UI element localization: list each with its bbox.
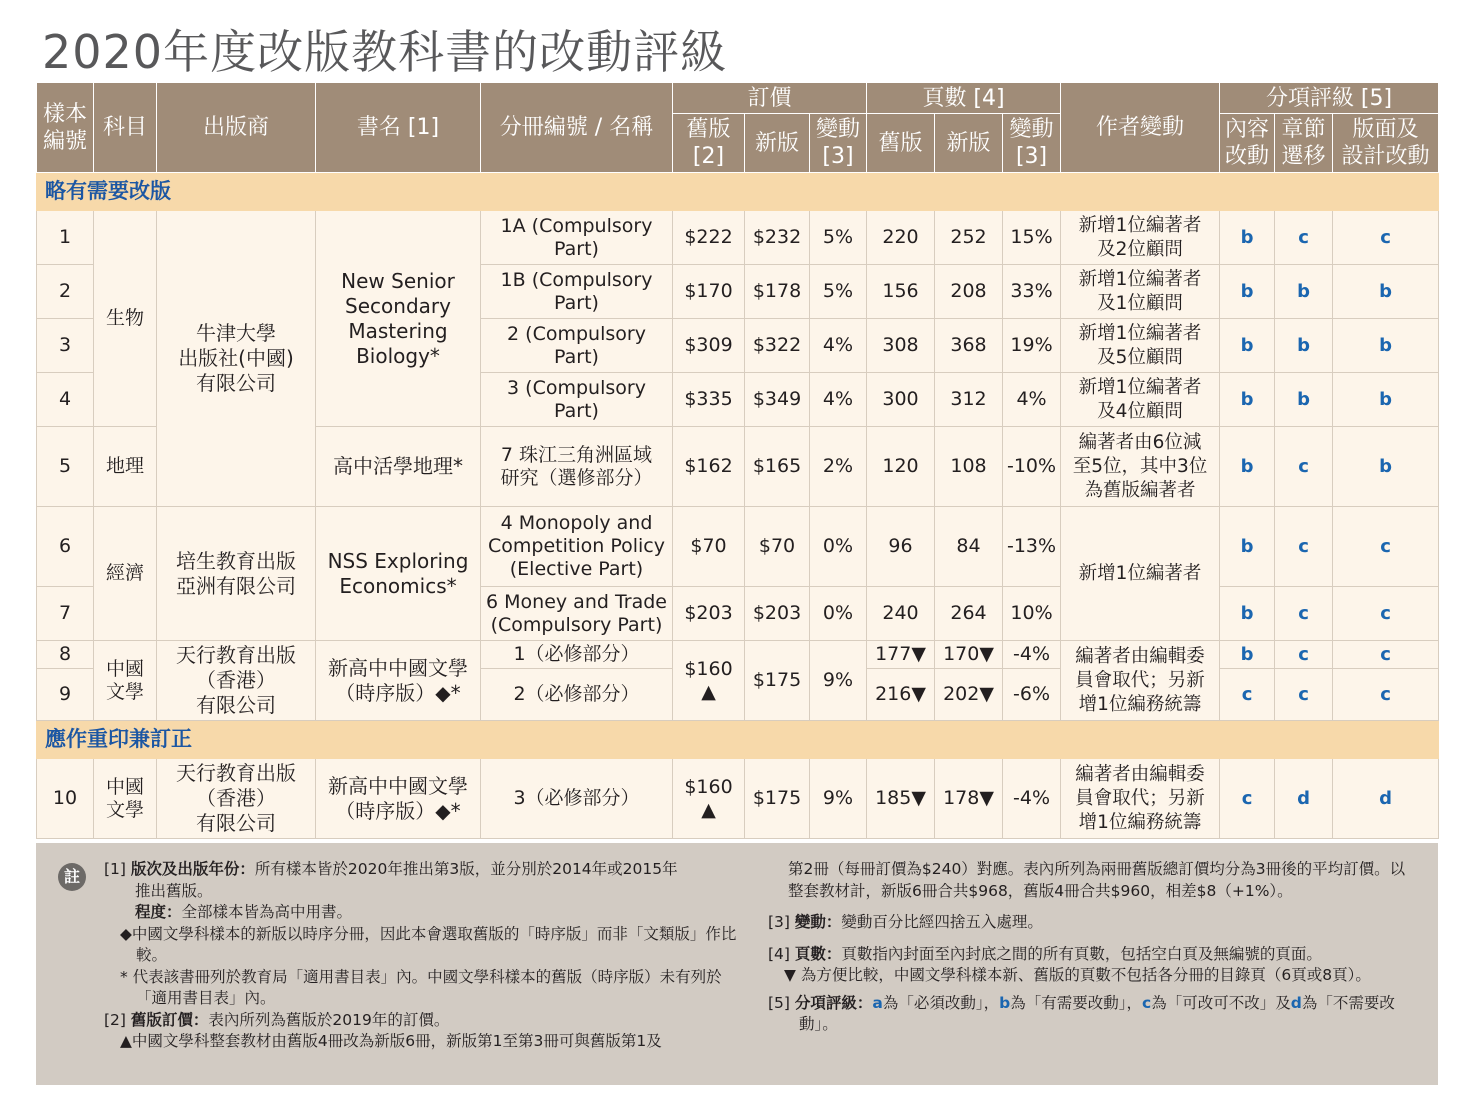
note-text: 頁數指內封面至內封底之間的所有頁數，包括空白頁及無編號的頁面。 [841, 944, 1322, 963]
pages-old: 216▼ [867, 669, 935, 721]
sample-no: 7 [37, 587, 94, 641]
header-grade-chapter: 章節 遷移 [1275, 114, 1333, 173]
pages-change: 4% [1003, 373, 1061, 427]
pages-new: 368 [935, 319, 1003, 373]
grade-content: b [1220, 641, 1275, 669]
volume-cell: 1B (Compulsory Part) [481, 265, 673, 319]
note-2 [104, 1010, 749, 1032]
price-change: 4% [810, 373, 867, 427]
note-text: 變動百分比經四捨五入處理。 [841, 913, 1043, 931]
grade-layout: c [1333, 641, 1439, 669]
price-old: $203 [673, 587, 745, 641]
note-1-diamond: ◆中國文學科樣本的新版以時序分冊，因此本會選取舊版的「時序版」而非「文類版」作比較。 [120, 924, 737, 964]
note-3 [768, 912, 1408, 934]
price-new: $165 [745, 427, 810, 507]
grade-chapter: c [1275, 427, 1333, 507]
price-change: 9% [810, 641, 867, 721]
grade-layout: b [1333, 319, 1439, 373]
table-row [37, 641, 1439, 669]
volume-cell: 2 (Compulsory Part) [481, 319, 673, 373]
price-change: 9% [810, 759, 867, 839]
note-text: 全部樣本皆為高中用書。 [181, 903, 353, 921]
book-cell: NSS Exploring Economics* [316, 507, 481, 641]
note-label: [5] [768, 993, 795, 1012]
note-title: 程度： [135, 903, 182, 921]
subject-cell: 地理 [94, 427, 157, 507]
book-cell: 新高中中國文學 （時序版）◆* [316, 641, 481, 721]
sample-no: 10 [37, 759, 94, 839]
price-change: 5% [810, 211, 867, 265]
grade-chapter: c [1275, 211, 1333, 265]
pages-new: 170▼ [935, 641, 1003, 669]
table-row [37, 507, 1439, 587]
header-author: 作者變動 [1061, 83, 1220, 173]
pages-new: 178▼ [935, 759, 1003, 839]
grade-a-label: a [872, 993, 883, 1012]
pages-new: 108 [935, 427, 1003, 507]
author-change: 編著者由6位減 至5位，其中3位 為舊版編著者 [1061, 427, 1220, 507]
notes-column-right [768, 859, 1408, 1036]
publisher-cell: 天行教育出版 （香港） 有限公司 [157, 759, 316, 839]
grade-chapter: c [1275, 669, 1333, 721]
price-change: 0% [810, 587, 867, 641]
volume-cell: 6 Money and Trade (Compulsory Part) [481, 587, 673, 641]
publisher-cell: 天行教育出版 （香港） 有限公司 [157, 641, 316, 721]
page-title: 2020年度改版教科書的改動評級 [42, 25, 728, 79]
grade-content: b [1220, 587, 1275, 641]
grade-layout: d [1333, 759, 1439, 839]
book-cell: New Senior Secondary Mastering Biology* [316, 211, 481, 427]
grade-layout: c [1333, 211, 1439, 265]
note-label: [2] [104, 1010, 131, 1029]
subject-cell: 中國 文學 [94, 759, 157, 839]
pages-change: 10% [1003, 587, 1061, 641]
note-text: 表內所列為舊版於2019年的訂價。 [208, 1010, 450, 1029]
pages-change: -6% [1003, 669, 1061, 721]
note-5 [768, 993, 1408, 1036]
pages-change: 15% [1003, 211, 1061, 265]
notes-badge: 註 [58, 863, 86, 891]
header-price: 訂價 [673, 83, 867, 114]
author-change: 新增1位編著者 [1061, 507, 1220, 641]
price-new: $175 [745, 759, 810, 839]
grade-chapter: c [1275, 641, 1333, 669]
grade-content: b [1220, 373, 1275, 427]
subject-cell: 生物 [94, 211, 157, 427]
volume-cell: 1A (Compulsory Part) [481, 211, 673, 265]
grade-layout: b [1333, 265, 1439, 319]
sample-no: 2 [37, 265, 94, 319]
grade-layout: c [1333, 587, 1439, 641]
grade-b-label: b [999, 993, 1011, 1012]
note-2-triangle-cont: 第2冊（每冊訂價為$240）對應。表內所列為兩冊舊版總訂價均分為3冊後的平均訂價。以整套教材計，新版6冊合共$968，舊版4冊合共$960，相差$8（+1%）。 [788, 860, 1406, 900]
pages-old: 177▼ [867, 641, 935, 669]
header-grading: 分項評級 [5] [1220, 83, 1439, 114]
sample-no: 1 [37, 211, 94, 265]
note-text: 為「有需要改動」， [1010, 993, 1143, 1012]
table-row [37, 759, 1439, 839]
pages-new: 84 [935, 507, 1003, 587]
header-pages-change: 變動 [3] [1003, 114, 1061, 173]
sample-no: 4 [37, 373, 94, 427]
grade-chapter: b [1275, 373, 1333, 427]
publisher-cell: 牛津大學 出版社(中國) 有限公司 [157, 211, 316, 507]
note-4 [768, 944, 1408, 966]
price-new: $349 [745, 373, 810, 427]
header-price-new: 新版 [745, 114, 810, 173]
grade-content: b [1220, 319, 1275, 373]
note-text: 為「不需要改動」。 [799, 993, 1395, 1033]
header-pages-old: 舊版 [867, 114, 935, 173]
price-old: $162 [673, 427, 745, 507]
author-change: 編著者由編輯委 員會取代；另新 增1位編務統籌 [1061, 759, 1220, 839]
pages-change: -13% [1003, 507, 1061, 587]
pages-old: 96 [867, 507, 935, 587]
note-text: 為「必須改動」， [882, 993, 1000, 1012]
header-grade-layout: 版面及 設計改動 [1333, 114, 1439, 173]
note-title: 變動： [794, 913, 842, 931]
header-subject: 科目 [94, 83, 157, 173]
volume-cell: 1（必修部分） [481, 641, 673, 669]
grade-layout: b [1333, 427, 1439, 507]
price-change: 2% [810, 427, 867, 507]
book-cell: 高中活學地理* [316, 427, 481, 507]
section-minor: 略有需要改版 [37, 173, 1439, 211]
price-change: 4% [810, 319, 867, 373]
volume-cell: 3（必修部分） [481, 759, 673, 839]
grade-c-label: c [1142, 993, 1152, 1012]
sample-no: 6 [37, 507, 94, 587]
pages-old: 300 [867, 373, 935, 427]
pages-new: 208 [935, 265, 1003, 319]
header-book: 書名 [1] [316, 83, 481, 173]
grade-chapter: b [1275, 319, 1333, 373]
note-title: 舊版訂價： [130, 1010, 209, 1029]
price-old: $70 [673, 507, 745, 587]
grade-layout: c [1333, 669, 1439, 721]
price-new: $322 [745, 319, 810, 373]
price-old: $160 ▲ [673, 759, 745, 839]
header-grade-content: 內容 改動 [1220, 114, 1275, 173]
sample-no: 5 [37, 427, 94, 507]
note-2-triangle: ▲中國文學科整套教材由舊版4冊改為新版6冊，新版第1至第3冊可與舊版第1及 [120, 1032, 662, 1050]
price-new: $175 [745, 641, 810, 721]
price-old: $335 [673, 373, 745, 427]
pages-old: 308 [867, 319, 935, 373]
note-title: 分項評級： [794, 993, 873, 1012]
pages-old: 240 [867, 587, 935, 641]
grade-chapter: c [1275, 587, 1333, 641]
notes-column-left [104, 859, 749, 1053]
grade-chapter: b [1275, 265, 1333, 319]
volume-cell: 7 珠江三角洲區域 研究（選修部分） [481, 427, 673, 507]
price-old: $309 [673, 319, 745, 373]
note-1-cont: 推出舊版。 [135, 881, 213, 900]
note-title: 版次及出版年份： [130, 860, 255, 878]
pages-new: 202▼ [935, 669, 1003, 721]
note-label: [3] [768, 913, 795, 931]
pages-old: 185▼ [867, 759, 935, 839]
pages-new: 312 [935, 373, 1003, 427]
price-new: $178 [745, 265, 810, 319]
price-new: $232 [745, 211, 810, 265]
pages-change: -10% [1003, 427, 1061, 507]
pages-old: 220 [867, 211, 935, 265]
pages-new: 252 [935, 211, 1003, 265]
author-change: 編著者由編輯委 員會取代；另新 增1位編務統籌 [1061, 641, 1220, 721]
author-change: 新增1位編著者 及5位顧問 [1061, 319, 1220, 373]
header-publisher: 出版商 [157, 83, 316, 173]
pages-change: 19% [1003, 319, 1061, 373]
grade-content: b [1220, 211, 1275, 265]
author-change: 新增1位編著者 及2位顧問 [1061, 211, 1220, 265]
sample-no: 3 [37, 319, 94, 373]
grade-layout: b [1333, 373, 1439, 427]
pages-new: 264 [935, 587, 1003, 641]
table-row [37, 211, 1439, 265]
author-change: 新增1位編著者 及4位顧問 [1061, 373, 1220, 427]
author-change: 新增1位編著者 及1位顧問 [1061, 265, 1220, 319]
pages-change: -4% [1003, 759, 1061, 839]
grade-layout: c [1333, 507, 1439, 587]
subject-cell: 中國 文學 [94, 641, 157, 721]
header-volume: 分冊編號 / 名稱 [481, 83, 673, 173]
header-pages: 頁數 [4] [867, 83, 1061, 114]
grade-content: c [1220, 759, 1275, 839]
grade-chapter: c [1275, 507, 1333, 587]
header-price-change: 變動 [3] [810, 114, 867, 173]
note-text: 所有樣本皆於2020年推出第3版，並分別於2014年或2015年 [254, 860, 678, 878]
header-sample-no: 樣本 編號 [37, 83, 94, 173]
note-1 [104, 859, 749, 881]
note-title: 頁數： [794, 944, 842, 963]
grade-content: c [1220, 669, 1275, 721]
price-change: 0% [810, 507, 867, 587]
grade-content: b [1220, 265, 1275, 319]
price-new: $203 [745, 587, 810, 641]
volume-cell: 3 (Compulsory Part) [481, 373, 673, 427]
textbook-table [36, 82, 1439, 839]
price-old: $170 [673, 265, 745, 319]
notes-panel [36, 843, 1438, 1085]
section-reprint: 應作重印兼訂正 [37, 721, 1439, 759]
pages-old: 120 [867, 427, 935, 507]
price-change: 5% [810, 265, 867, 319]
note-text: 為「可改可不改」及 [1151, 993, 1291, 1012]
note-label: [1] [104, 860, 131, 878]
price-new: $70 [745, 507, 810, 587]
pages-change: 33% [1003, 265, 1061, 319]
header-price-old: 舊版 [2] [673, 114, 745, 173]
subject-cell: 經濟 [94, 507, 157, 641]
sample-no: 8 [37, 641, 94, 669]
volume-cell: 2（必修部分） [481, 669, 673, 721]
note-4-triangle: ▼ 為方便比較，中國文學科樣本新、舊版的頁數不包括各分冊的目錄頁（6頁或8頁）。 [784, 966, 1371, 984]
grade-content: b [1220, 427, 1275, 507]
price-old: $222 [673, 211, 745, 265]
book-cell: 新高中中國文學 （時序版）◆* [316, 759, 481, 839]
price-old: $160 ▲ [673, 641, 745, 721]
pages-change: -4% [1003, 641, 1061, 669]
sample-no: 9 [37, 669, 94, 721]
header-pages-new: 新版 [935, 114, 1003, 173]
grade-d-label: d [1290, 993, 1302, 1012]
note-1-level [104, 902, 749, 924]
publisher-cell: 培生教育出版 亞洲有限公司 [157, 507, 316, 641]
grade-chapter: d [1275, 759, 1333, 839]
note-1-star: * 代表該書冊列於教育局「適用書目表」內。中國文學科樣本的舊版（時序版）未有列於「適用書目表」內。 [120, 967, 722, 1007]
volume-cell: 4 Monopoly and Competition Policy (Elective Part) [481, 507, 673, 587]
pages-old: 156 [867, 265, 935, 319]
grade-content: b [1220, 507, 1275, 587]
note-label: [4] [768, 944, 795, 963]
